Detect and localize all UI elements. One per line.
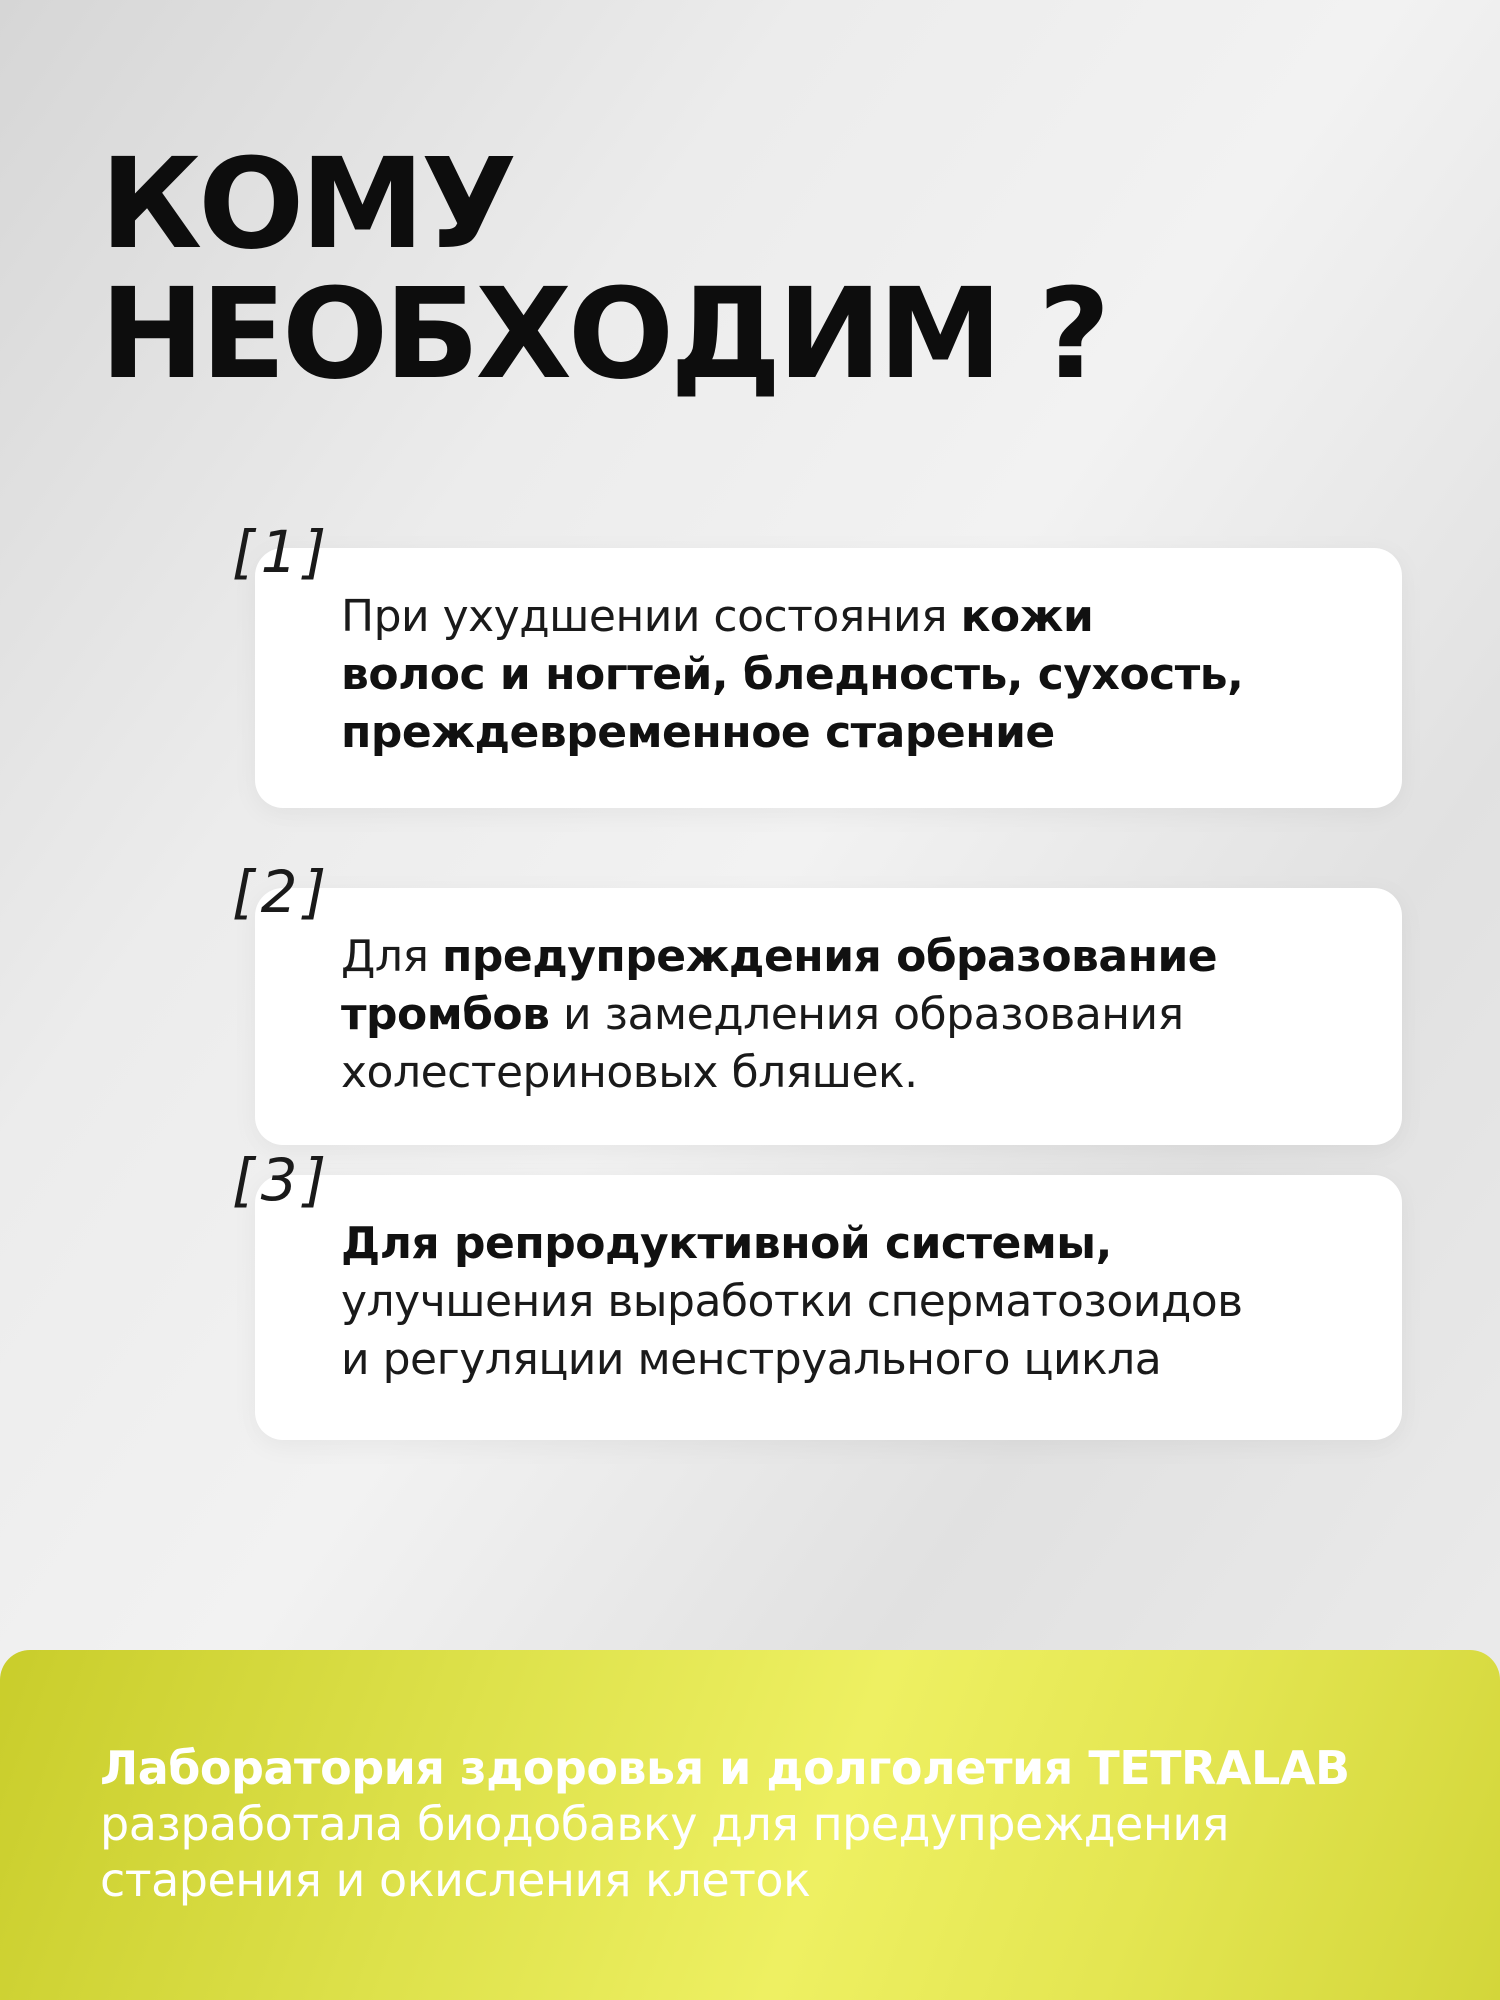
benefit-card-3	[255, 1175, 1402, 1440]
benefit-number-3: [3]	[232, 1146, 333, 1214]
benefit-text-2	[341, 928, 1372, 1102]
footer-line-1: Лаборатория здоровья и долголетия TETRALAB	[100, 1741, 1350, 1795]
title-line-2: НЕОБХОДИМ ?	[100, 262, 1107, 407]
footer-text	[100, 1740, 1500, 1908]
benefit-2-line-3: холестериновых бляшек.	[341, 1047, 918, 1098]
benefit-2-line-2	[341, 986, 1372, 1044]
benefit-number-2: [2]	[232, 858, 333, 926]
benefit-2-line-2-bold: тромбов	[341, 989, 550, 1040]
benefit-1-line-1	[341, 588, 1372, 646]
benefit-card-1	[255, 548, 1402, 808]
benefit-1-line-2: волос и ногтей, бледность, сухость,	[341, 649, 1244, 700]
benefit-card-2	[255, 888, 1402, 1145]
footer-line-2: разработала биодобавку для предупреждения	[100, 1797, 1229, 1851]
benefit-1-line-1-bold: кожи	[960, 591, 1094, 642]
footer-line-3: старения и окисления клеток	[100, 1853, 811, 1907]
benefit-3-line-1: Для репродуктивной системы,	[341, 1218, 1112, 1269]
benefit-text-1	[341, 588, 1372, 762]
benefit-2-line-1-normal: Для	[341, 931, 442, 982]
benefit-3-line-3: и регуляции менструального цикла	[341, 1334, 1162, 1385]
benefit-1-line-3: преждевременное старение	[341, 707, 1055, 758]
footer-banner	[0, 1650, 1500, 2000]
benefit-text-3	[341, 1215, 1372, 1389]
benefit-2-line-1-bold: предупреждения образование	[441, 931, 1218, 982]
benefit-2-line-1	[341, 928, 1372, 986]
page-title	[100, 132, 1107, 407]
title-line-1: КОМУ	[100, 132, 514, 277]
benefit-3-line-2: улучшения выработки сперматозоидов	[341, 1276, 1243, 1327]
benefit-2-line-2-normal: и замедления образования	[549, 989, 1184, 1040]
benefit-1-line-1-normal: При ухудшении состояния	[341, 591, 961, 642]
benefit-number-1: [1]	[232, 518, 333, 586]
